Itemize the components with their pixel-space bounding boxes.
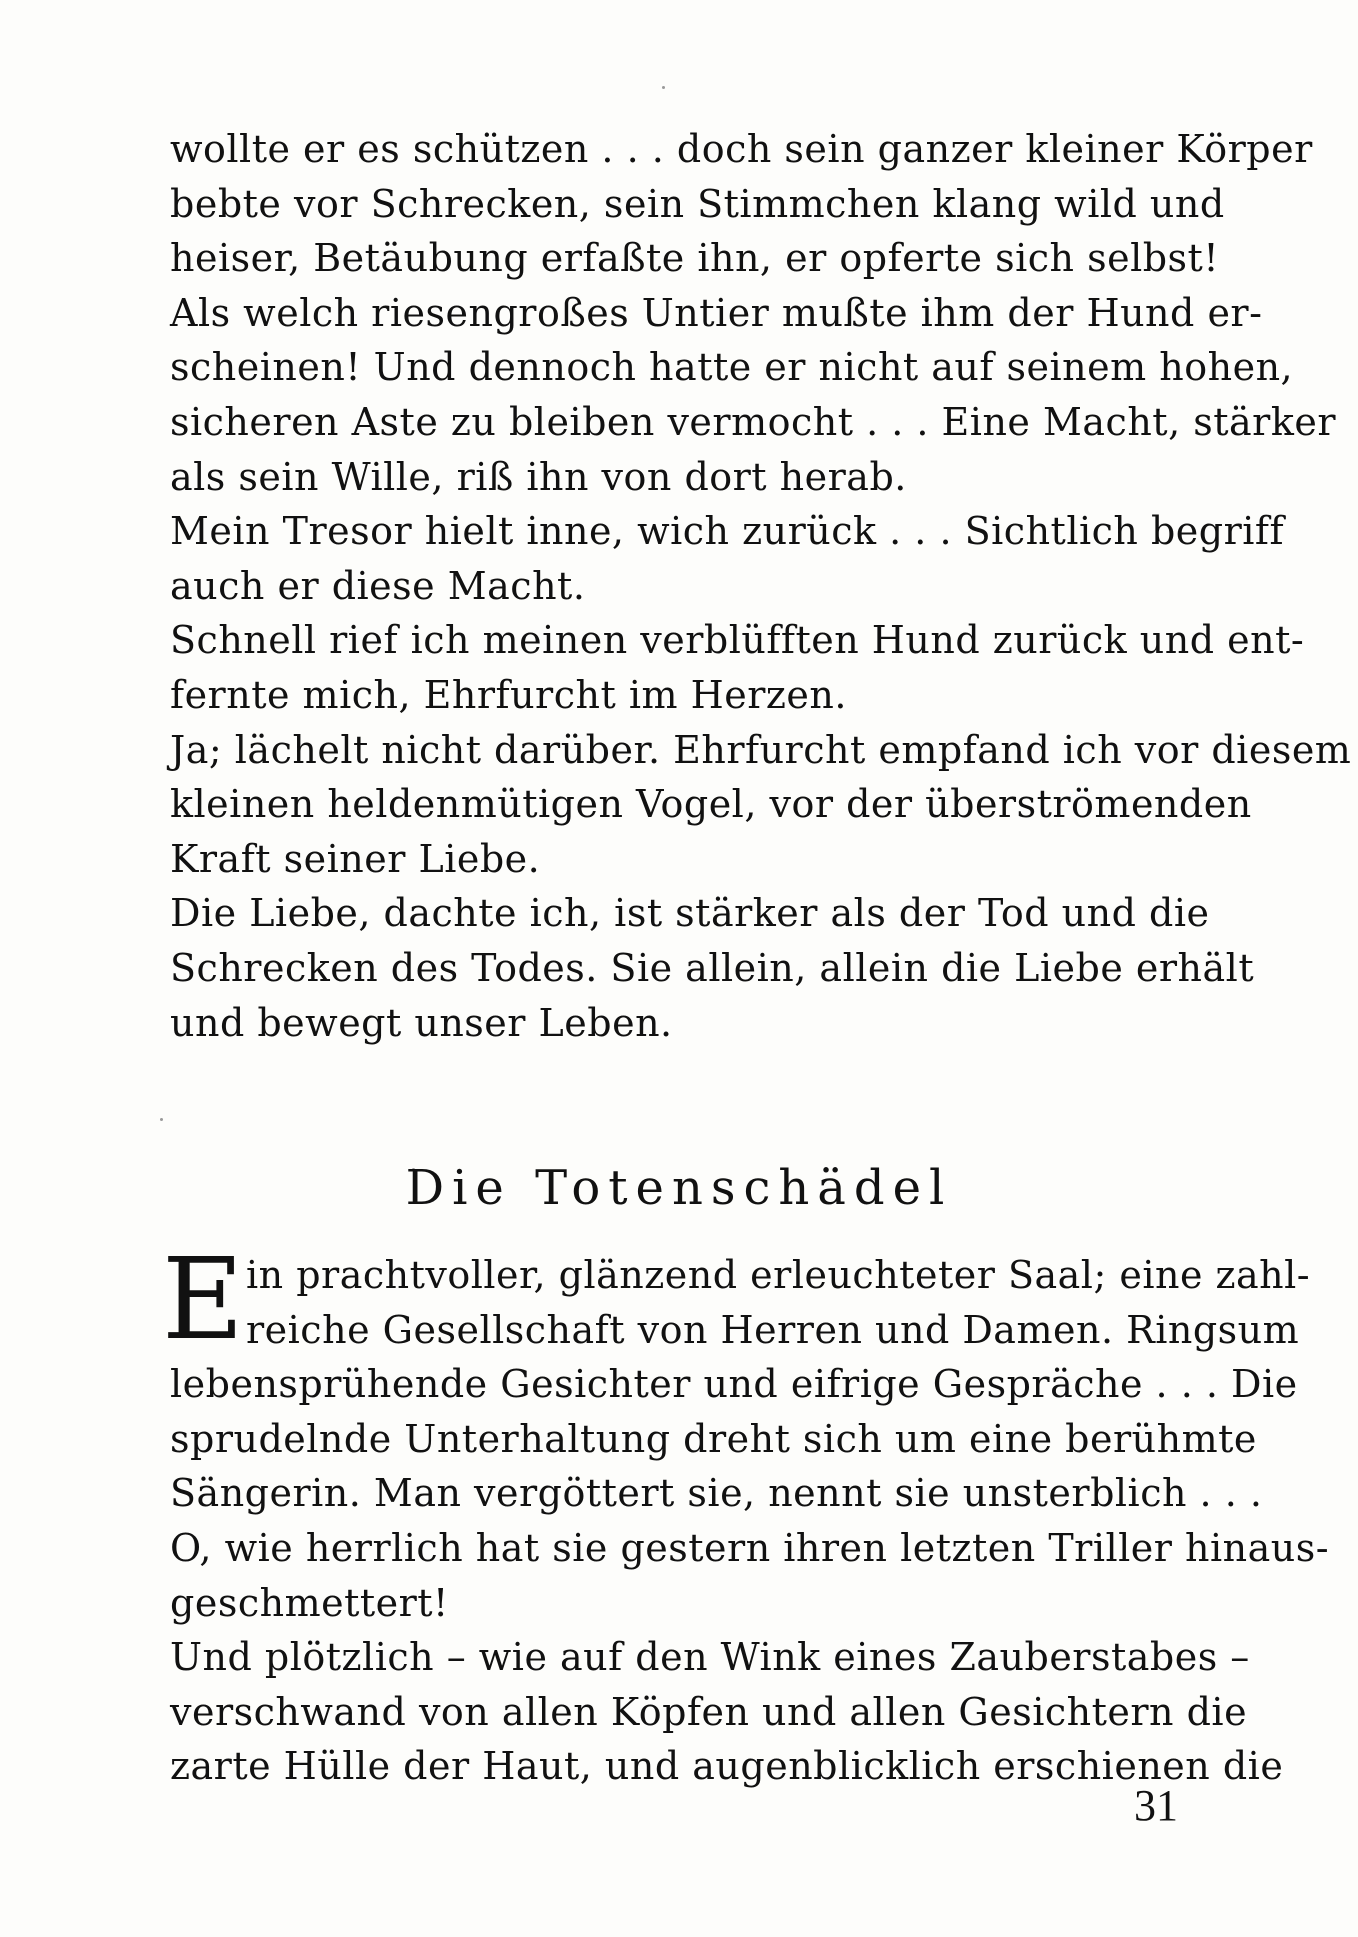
- paper-speck: [662, 86, 665, 89]
- text-line: verschwand von allen Köpfen und allen Gesichtern die: [170, 1689, 1248, 1734]
- text-line: Die Liebe, dachte ich, ist stärker als der Tod und die: [170, 891, 1210, 936]
- page-number: 31: [1134, 1781, 1178, 1830]
- text-line: zarte Hülle der Haut, und augenblicklich erschienen die: [170, 1744, 1284, 1789]
- text-line: Kraft seiner Liebe.: [170, 836, 541, 881]
- text-line: heiser, Betäubung erfaßte ihn, er opferte sich selbst!: [170, 236, 1220, 281]
- text-line: reiche Gesellschaft von Herren und Damen. Ringsum: [246, 1307, 1300, 1352]
- text-line: Sängerin. Man vergöttert sie, nennt sie unsterblich . . .: [170, 1471, 1263, 1516]
- text-line: O, wie herrlich hat sie gestern ihren letzten Triller hinaus-: [170, 1525, 1330, 1570]
- text-block-bottom: [162, 1235, 1330, 1794]
- text-line: kleinen heldenmütigen Vogel, vor der überströmenden: [170, 782, 1252, 827]
- text-line: sicheren Aste zu bleiben vermocht . . . Eine Macht, stärker: [170, 399, 1337, 444]
- text-line: in prachtvoller, glänzend erleuchteter Saal; eine zahl-: [246, 1253, 1311, 1297]
- text-line: Mein Tresor hielt inne, wich zurück . . . Sichtlich begriff: [170, 509, 1285, 554]
- chapter-heading: Die Totenschädel: [405, 1160, 953, 1216]
- text-line: bebte vor Schrecken, sein Stimmchen klang wild und: [170, 181, 1225, 226]
- text-line: geschmettert!: [170, 1580, 449, 1625]
- text-line: sprudelnde Unterhaltung dreht sich um eine berühmte: [170, 1416, 1257, 1461]
- text-line: und bewegt unser Leben.: [170, 1000, 673, 1045]
- text-line: fernte mich, Ehrfurcht im Herzen.: [170, 672, 847, 717]
- text-line: wollte er es schützen . . . doch sein ganzer kleiner Körper: [170, 127, 1313, 171]
- text-line: Schnell rief ich meinen verblüfften Hund zurück und ent-: [170, 618, 1305, 663]
- text-line: auch er diese Macht.: [170, 563, 586, 608]
- text-block-top: [170, 122, 1352, 1050]
- paper-speck: [160, 1118, 163, 1121]
- text-line: scheinen! Und dennoch hatte er nicht auf seinem hohen,: [170, 345, 1294, 390]
- dropcap-paragraph-start: [162, 1235, 1311, 1365]
- text-line: Und plötzlich – wie auf den Wink eines Zauberstabes –: [170, 1635, 1250, 1680]
- text-line: lebensprühende Gesichter und eifrige Gespräche . . . Die: [170, 1362, 1298, 1407]
- text-line: als sein Wille, riß ihn von dort herab.: [170, 454, 907, 499]
- drop-cap: E: [162, 1235, 245, 1365]
- text-line: Schrecken des Todes. Sie allein, allein die Liebe erhält: [170, 945, 1255, 990]
- text-line: Ja; lächelt nicht darüber. Ehrfurcht empfand ich vor diesem: [170, 727, 1352, 772]
- text-line: Als welch riesengroßes Untier mußte ihm der Hund er-: [170, 290, 1263, 335]
